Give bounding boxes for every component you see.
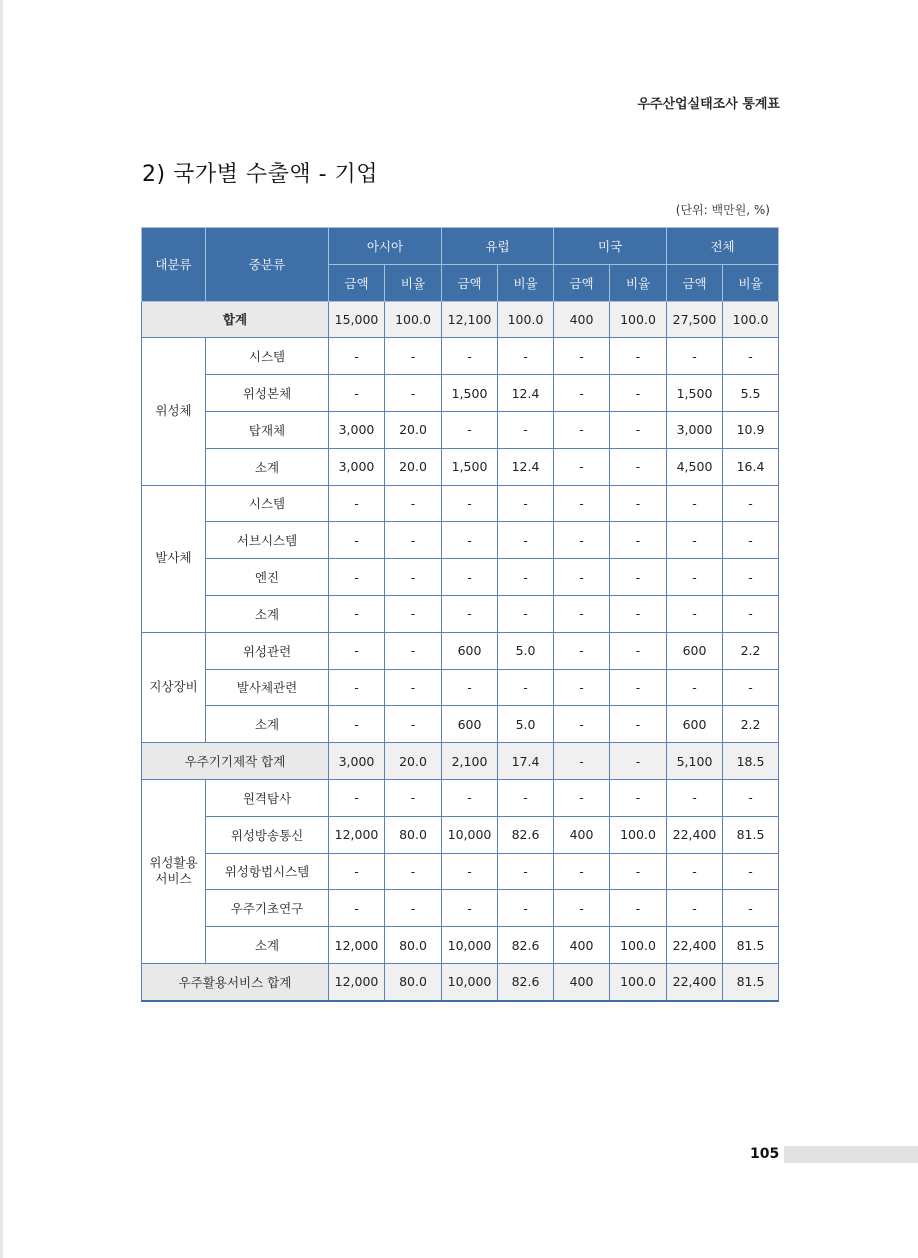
ratio-cell: 2.2	[723, 632, 779, 669]
amount-cell: 3,000	[329, 448, 385, 485]
ratio-cell: -	[723, 779, 779, 816]
ratio-cell: -	[610, 669, 667, 706]
amount-cell: 27,500	[667, 301, 723, 338]
amount-cell: -	[554, 853, 610, 890]
col-sub: 금액	[667, 264, 723, 301]
row-label: 시스템	[206, 485, 329, 522]
amount-cell: 400	[554, 301, 610, 338]
amount-cell: 5,100	[667, 743, 723, 780]
ratio-cell: 81.5	[723, 816, 779, 853]
ratio-cell: 5.0	[498, 632, 554, 669]
ratio-cell: 82.6	[498, 816, 554, 853]
amount-cell: 4,500	[667, 448, 723, 485]
amount-cell: -	[329, 779, 385, 816]
ratio-cell: -	[723, 669, 779, 706]
ratio-cell: -	[610, 375, 667, 412]
row-label: 우주기초연구	[206, 890, 329, 927]
amount-cell: 400	[554, 816, 610, 853]
amount-cell: -	[329, 338, 385, 375]
major-category: 위성체	[142, 338, 206, 485]
col-region: 전체	[667, 228, 779, 265]
amount-cell: -	[329, 669, 385, 706]
page-number-bar	[784, 1146, 918, 1163]
amount-cell: -	[667, 669, 723, 706]
section-title: 2) 국가별 수출액 - 기업	[142, 162, 379, 187]
table-row	[142, 632, 779, 669]
amount-cell: 1,500	[442, 375, 498, 412]
amount-cell: -	[554, 522, 610, 559]
ratio-cell: 80.0	[385, 927, 442, 964]
col-sub: 금액	[442, 264, 498, 301]
amount-cell: -	[442, 853, 498, 890]
ratio-cell: -	[723, 485, 779, 522]
amount-cell: -	[554, 448, 610, 485]
amount-cell: -	[442, 485, 498, 522]
ratio-cell: -	[610, 706, 667, 743]
amount-cell: -	[442, 890, 498, 927]
row-label: 소계	[206, 927, 329, 964]
table-row	[142, 411, 779, 448]
amount-cell: -	[667, 595, 723, 632]
amount-cell: -	[667, 890, 723, 927]
amount-cell: -	[442, 338, 498, 375]
ratio-cell: -	[610, 522, 667, 559]
col-sub: 금액	[329, 264, 385, 301]
ratio-cell: -	[498, 853, 554, 890]
ratio-cell: -	[498, 890, 554, 927]
amount-cell: -	[554, 375, 610, 412]
table-row	[142, 595, 779, 632]
ratio-cell: -	[385, 706, 442, 743]
ratio-cell: 100.0	[723, 301, 779, 338]
table-row	[142, 779, 779, 816]
ratio-cell: -	[498, 559, 554, 596]
ratio-cell: -	[385, 375, 442, 412]
amount-cell: 600	[442, 706, 498, 743]
col-region: 아시아	[329, 228, 442, 265]
ratio-cell: -	[723, 522, 779, 559]
col-sub: 비율	[498, 264, 554, 301]
ratio-cell: -	[498, 411, 554, 448]
ratio-cell: 5.0	[498, 706, 554, 743]
amount-cell: -	[329, 485, 385, 522]
ratio-cell: -	[385, 853, 442, 890]
ratio-cell: -	[610, 411, 667, 448]
page-edge	[0, 0, 3, 1258]
ratio-cell: -	[385, 779, 442, 816]
amount-cell: 12,000	[329, 963, 385, 1000]
table-row	[142, 743, 779, 780]
amount-cell: -	[554, 559, 610, 596]
ratio-cell: -	[610, 853, 667, 890]
amount-cell: 22,400	[667, 816, 723, 853]
ratio-cell: -	[385, 522, 442, 559]
amount-cell: -	[442, 559, 498, 596]
major-category: 지상장비	[142, 632, 206, 742]
major-category-line: 서비스	[155, 871, 192, 887]
ratio-cell: -	[723, 890, 779, 927]
major-category	[142, 779, 206, 963]
amount-cell: -	[442, 411, 498, 448]
row-label: 엔진	[206, 559, 329, 596]
row-label: 원격탐사	[206, 779, 329, 816]
ratio-cell: 10.9	[723, 411, 779, 448]
ratio-cell: -	[385, 485, 442, 522]
amount-cell: 12,100	[442, 301, 498, 338]
ratio-cell: -	[610, 559, 667, 596]
ratio-cell: 82.6	[498, 963, 554, 1000]
major-category: 발사체	[142, 485, 206, 632]
amount-cell: 1,500	[667, 375, 723, 412]
table-row	[142, 816, 779, 853]
amount-cell: -	[554, 743, 610, 780]
col-sub: 비율	[610, 264, 667, 301]
row-label: 소계	[206, 595, 329, 632]
ratio-cell: -	[498, 338, 554, 375]
amount-cell: -	[667, 779, 723, 816]
amount-cell: -	[329, 706, 385, 743]
ratio-cell: 20.0	[385, 743, 442, 780]
amount-cell: 3,000	[329, 743, 385, 780]
ratio-cell: -	[385, 595, 442, 632]
amount-cell: 1,500	[442, 448, 498, 485]
row-label: 소계	[206, 706, 329, 743]
ratio-cell: -	[723, 559, 779, 596]
amount-cell: -	[329, 853, 385, 890]
row-label: 위성방송통신	[206, 816, 329, 853]
amount-cell: 2,100	[442, 743, 498, 780]
ratio-cell: -	[385, 632, 442, 669]
table-row	[142, 669, 779, 706]
ratio-cell: -	[498, 779, 554, 816]
row-label: 위성본체	[206, 375, 329, 412]
ratio-cell: -	[610, 890, 667, 927]
row-label: 우주기기제작 합계	[142, 743, 329, 780]
ratio-cell: -	[610, 743, 667, 780]
amount-cell: 400	[554, 963, 610, 1000]
ratio-cell: 100.0	[610, 963, 667, 1000]
export-table	[141, 227, 779, 1002]
amount-cell: 600	[667, 706, 723, 743]
row-label: 합계	[142, 301, 329, 338]
ratio-cell: -	[723, 595, 779, 632]
row-label: 시스템	[206, 338, 329, 375]
table-row	[142, 963, 779, 1000]
amount-cell: -	[554, 411, 610, 448]
ratio-cell: 100.0	[610, 301, 667, 338]
ratio-cell: -	[723, 338, 779, 375]
amount-cell: -	[554, 669, 610, 706]
row-label: 위성항법시스템	[206, 853, 329, 890]
ratio-cell: 100.0	[498, 301, 554, 338]
ratio-cell: 12.4	[498, 448, 554, 485]
amount-cell: -	[442, 779, 498, 816]
amount-cell: -	[667, 338, 723, 375]
amount-cell: 12,000	[329, 927, 385, 964]
ratio-cell: 20.0	[385, 411, 442, 448]
ratio-cell: -	[610, 485, 667, 522]
major-category-line: 위성활용	[149, 854, 198, 870]
amount-cell: 3,000	[329, 411, 385, 448]
table-row	[142, 448, 779, 485]
col-minor: 중분류	[206, 228, 329, 302]
amount-cell: -	[667, 559, 723, 596]
ratio-cell: 82.6	[498, 927, 554, 964]
ratio-cell: 81.5	[723, 927, 779, 964]
header-row-regions	[142, 228, 779, 265]
ratio-cell: -	[610, 448, 667, 485]
row-label: 위성관련	[206, 632, 329, 669]
amount-cell: -	[554, 338, 610, 375]
amount-cell: 15,000	[329, 301, 385, 338]
ratio-cell: 16.4	[723, 448, 779, 485]
ratio-cell: -	[385, 559, 442, 596]
amount-cell: 10,000	[442, 927, 498, 964]
running-header: 우주산업실태조사 통계표	[637, 97, 780, 112]
amount-cell: 600	[442, 632, 498, 669]
amount-cell: -	[329, 632, 385, 669]
ratio-cell: -	[610, 779, 667, 816]
unit-note: (단위: 백만원, %)	[675, 203, 770, 217]
amount-cell: -	[554, 706, 610, 743]
ratio-cell: -	[498, 595, 554, 632]
amount-cell: -	[442, 595, 498, 632]
amount-cell: 10,000	[442, 816, 498, 853]
col-region: 미국	[554, 228, 667, 265]
ratio-cell: 12.4	[498, 375, 554, 412]
ratio-cell: 5.5	[723, 375, 779, 412]
table-row	[142, 890, 779, 927]
amount-cell: -	[554, 632, 610, 669]
col-sub: 비율	[723, 264, 779, 301]
ratio-cell: -	[385, 338, 442, 375]
amount-cell: -	[554, 485, 610, 522]
amount-cell: -	[554, 890, 610, 927]
ratio-cell: -	[385, 890, 442, 927]
table-row	[142, 559, 779, 596]
table-row	[142, 522, 779, 559]
amount-cell: -	[442, 522, 498, 559]
amount-cell: 10,000	[442, 963, 498, 1000]
ratio-cell: 2.2	[723, 706, 779, 743]
amount-cell: -	[554, 595, 610, 632]
table-row	[142, 853, 779, 890]
amount-cell: 22,400	[667, 927, 723, 964]
ratio-cell: -	[385, 669, 442, 706]
ratio-cell: -	[723, 853, 779, 890]
ratio-cell: 100.0	[610, 927, 667, 964]
amount-cell: -	[667, 853, 723, 890]
row-label: 발사체관련	[206, 669, 329, 706]
row-label: 우주활용서비스 합계	[142, 963, 329, 1000]
ratio-cell: -	[610, 595, 667, 632]
table-row	[142, 706, 779, 743]
table-row	[142, 485, 779, 522]
col-sub: 금액	[554, 264, 610, 301]
ratio-cell: -	[610, 632, 667, 669]
amount-cell: 400	[554, 927, 610, 964]
ratio-cell: -	[610, 338, 667, 375]
row-label: 탑재체	[206, 411, 329, 448]
amount-cell: 12,000	[329, 816, 385, 853]
row-label: 서브시스템	[206, 522, 329, 559]
page-number: 105	[750, 1146, 780, 1162]
table-row	[142, 301, 779, 338]
amount-cell: -	[554, 779, 610, 816]
ratio-cell: 80.0	[385, 963, 442, 1000]
col-major: 대분류	[142, 228, 206, 302]
amount-cell: -	[329, 890, 385, 927]
table-row	[142, 338, 779, 375]
amount-cell: -	[667, 522, 723, 559]
amount-cell: -	[667, 485, 723, 522]
amount-cell: 600	[667, 632, 723, 669]
amount-cell: -	[329, 375, 385, 412]
amount-cell: -	[329, 522, 385, 559]
amount-cell: 3,000	[667, 411, 723, 448]
amount-cell: -	[442, 669, 498, 706]
amount-cell: -	[329, 595, 385, 632]
ratio-cell: -	[498, 485, 554, 522]
ratio-cell: 100.0	[385, 301, 442, 338]
ratio-cell: 17.4	[498, 743, 554, 780]
ratio-cell: -	[498, 669, 554, 706]
table-row	[142, 375, 779, 412]
amount-cell: 22,400	[667, 963, 723, 1000]
amount-cell: -	[329, 559, 385, 596]
ratio-cell: 80.0	[385, 816, 442, 853]
col-sub: 비율	[385, 264, 442, 301]
ratio-cell: 20.0	[385, 448, 442, 485]
ratio-cell: -	[498, 522, 554, 559]
ratio-cell: 81.5	[723, 963, 779, 1000]
col-region: 유럽	[442, 228, 554, 265]
ratio-cell: 100.0	[610, 816, 667, 853]
table-row	[142, 927, 779, 964]
ratio-cell: 18.5	[723, 743, 779, 780]
row-label: 소계	[206, 448, 329, 485]
